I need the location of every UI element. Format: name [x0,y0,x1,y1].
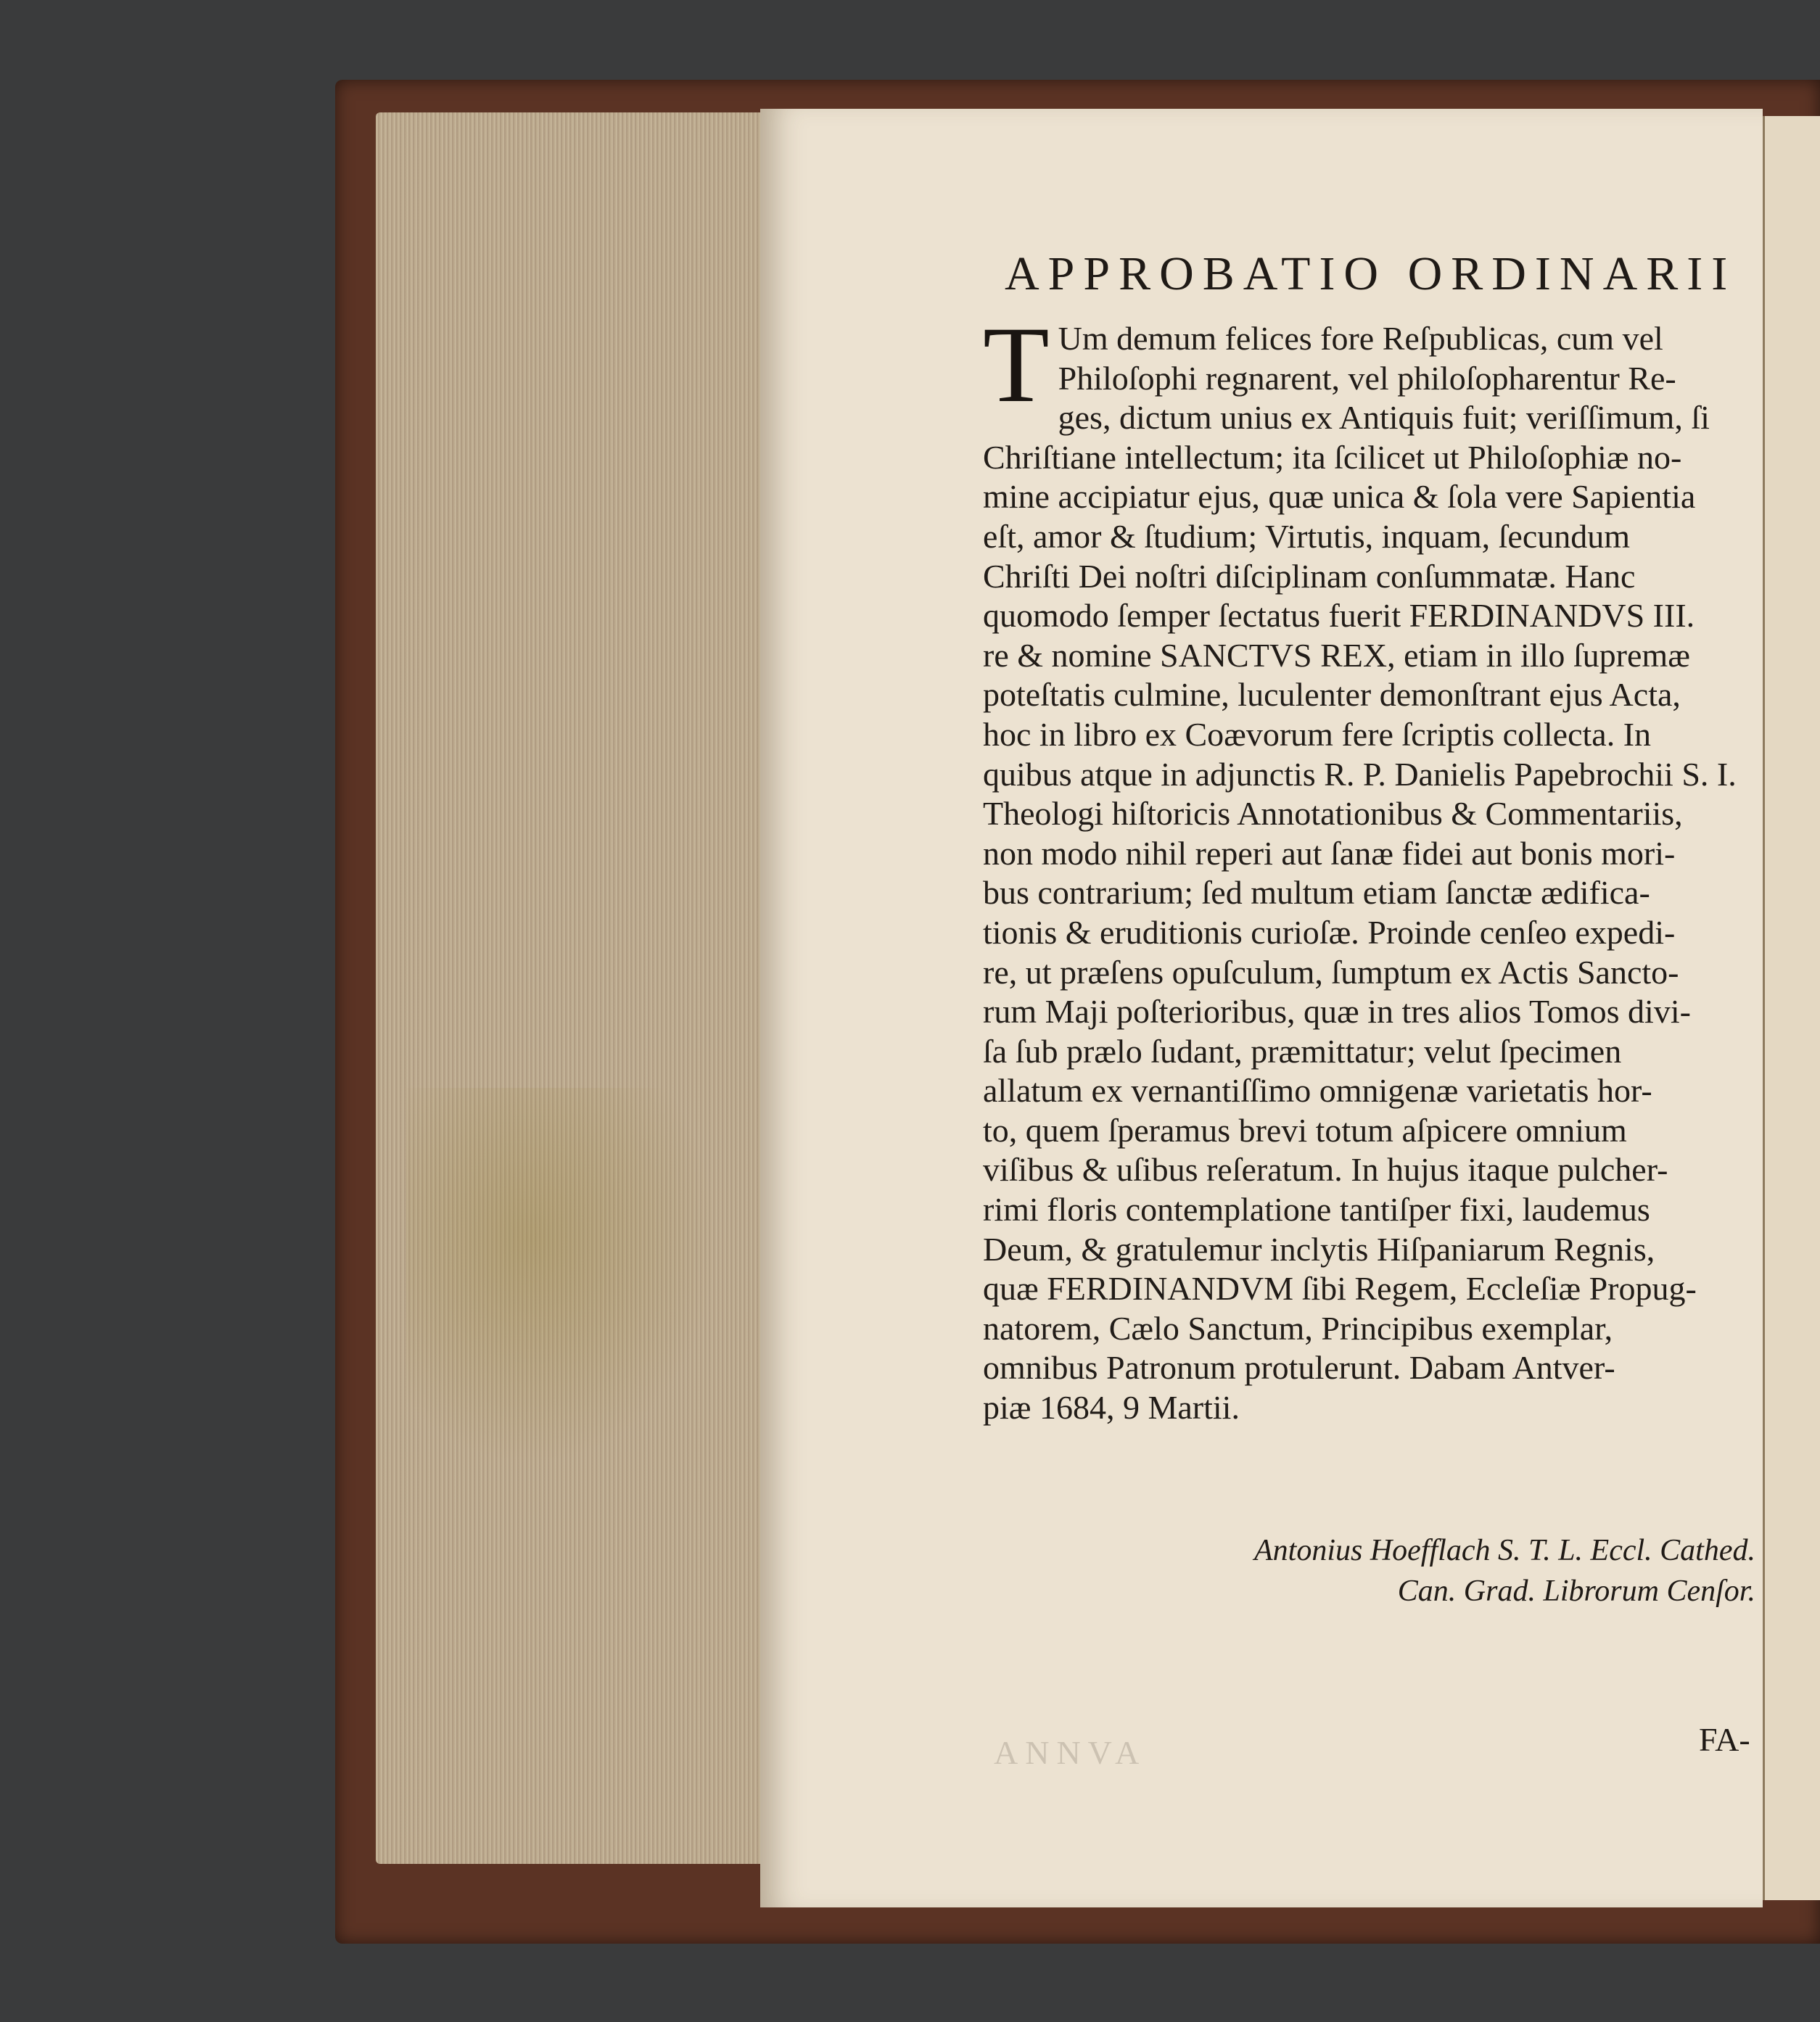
bleed-through-text: ANNVA [994,1734,1147,1771]
page-block-edge [376,112,767,1864]
text-line: quibus atque in adjunctis R. P. Danielis Papebrochii S. I. [983,755,1737,793]
signature-line-2: Can. Grad. Librorum Cenſor. [1397,1575,1755,1608]
text-line: re & nomine SANCTVS REX, etiam in illo ſupremæ [983,636,1690,674]
text-line: rum Maji poſterioribus, quæ in tres alios Tomos divi- [983,993,1691,1031]
text-line: ſa ſub prælo ſudant, præmittatur; velut ſpecimen [983,1032,1622,1070]
text-line: re, ut præſens opuſculum, ſumptum ex Actis Sancto- [983,953,1679,991]
water-stain [406,1088,718,1465]
text-line: to, quem ſperamus brevi totum aſpicere omnium [983,1111,1627,1149]
next-page-edge [1763,116,1820,1900]
text-line: quomodo ſemper ſectatus fuerit FERDINANDVS III. [983,597,1695,635]
text-line: non modo nihil reperi aut ſanæ fidei aut bonis mori- [983,834,1676,872]
text-line: Philoſophi regnarent, vel philoſopharentur Re- [1058,359,1676,397]
signature-line-1: Antonius Hoefflach S. T. L. Eccl. Cathed. [1254,1534,1755,1567]
text-line: mine accipiatur ejus, quæ unica & ſola vere Sapientia [983,478,1696,516]
text-line: Um demum felices fore Reſpublicas, cum vel [1058,320,1663,357]
text-line: quæ FERDINANDVM ſibi Regem, Eccleſiæ Propug- [983,1270,1697,1308]
text-line: viſibus & uſibus reſeratum. In hujus itaque pulcher- [983,1151,1668,1189]
text-line: ges, dictum unius ex Antiquis fuit; veriſſimum, ſi [1058,399,1710,437]
text-line: poteſtatis culmine, luculenter demonſtrant ejus Acta, [983,676,1681,714]
drop-cap: T [983,305,1050,425]
approbatio-text [983,305,1748,1428]
text-line: tionis & eruditionis curioſæ. Proinde cenſeo expedi- [983,913,1676,951]
text-line: natorem, Cælo Sanctum, Principibus exemplar, [983,1309,1613,1347]
text-line: Theologi hiſtoricis Annotationibus & Commentariis, [983,795,1683,833]
text-line: eſt, amor & ſtudium; Virtutis, inquam, ſecundum [983,517,1631,555]
text-line: Deum, & gratulemur inclytis Hiſpaniarum Regnis, [983,1230,1655,1268]
text-line: piæ 1684, 9 Martii. [983,1389,1240,1427]
text-line: hoc in libro ex Coævorum fere ſcriptis collecta. In [983,715,1652,753]
text-line: Chriſtiane intellectum; ita ſcilicet ut Philoſophiæ no- [983,438,1682,476]
censor-signature [1204,1530,1755,1612]
text-line: omnibus Patronum protulerunt. Dabam Antver- [983,1349,1615,1387]
page-heading: APPROBATIO ORDINARII [1005,247,1737,300]
text-line: Chriſti Dei noſtri diſciplinam conſummatæ. Hanc [983,557,1636,595]
text-line: allatum ex vernantiſſimo omnigenæ varietatis hor- [983,1072,1652,1110]
catchword: FA- [1699,1721,1750,1758]
text-line: bus contrarium; ſed multum etiam ſanctæ ædifica- [983,874,1650,912]
text-line: rimi floris contemplatione tantiſper fixi, laudemus [983,1191,1650,1229]
